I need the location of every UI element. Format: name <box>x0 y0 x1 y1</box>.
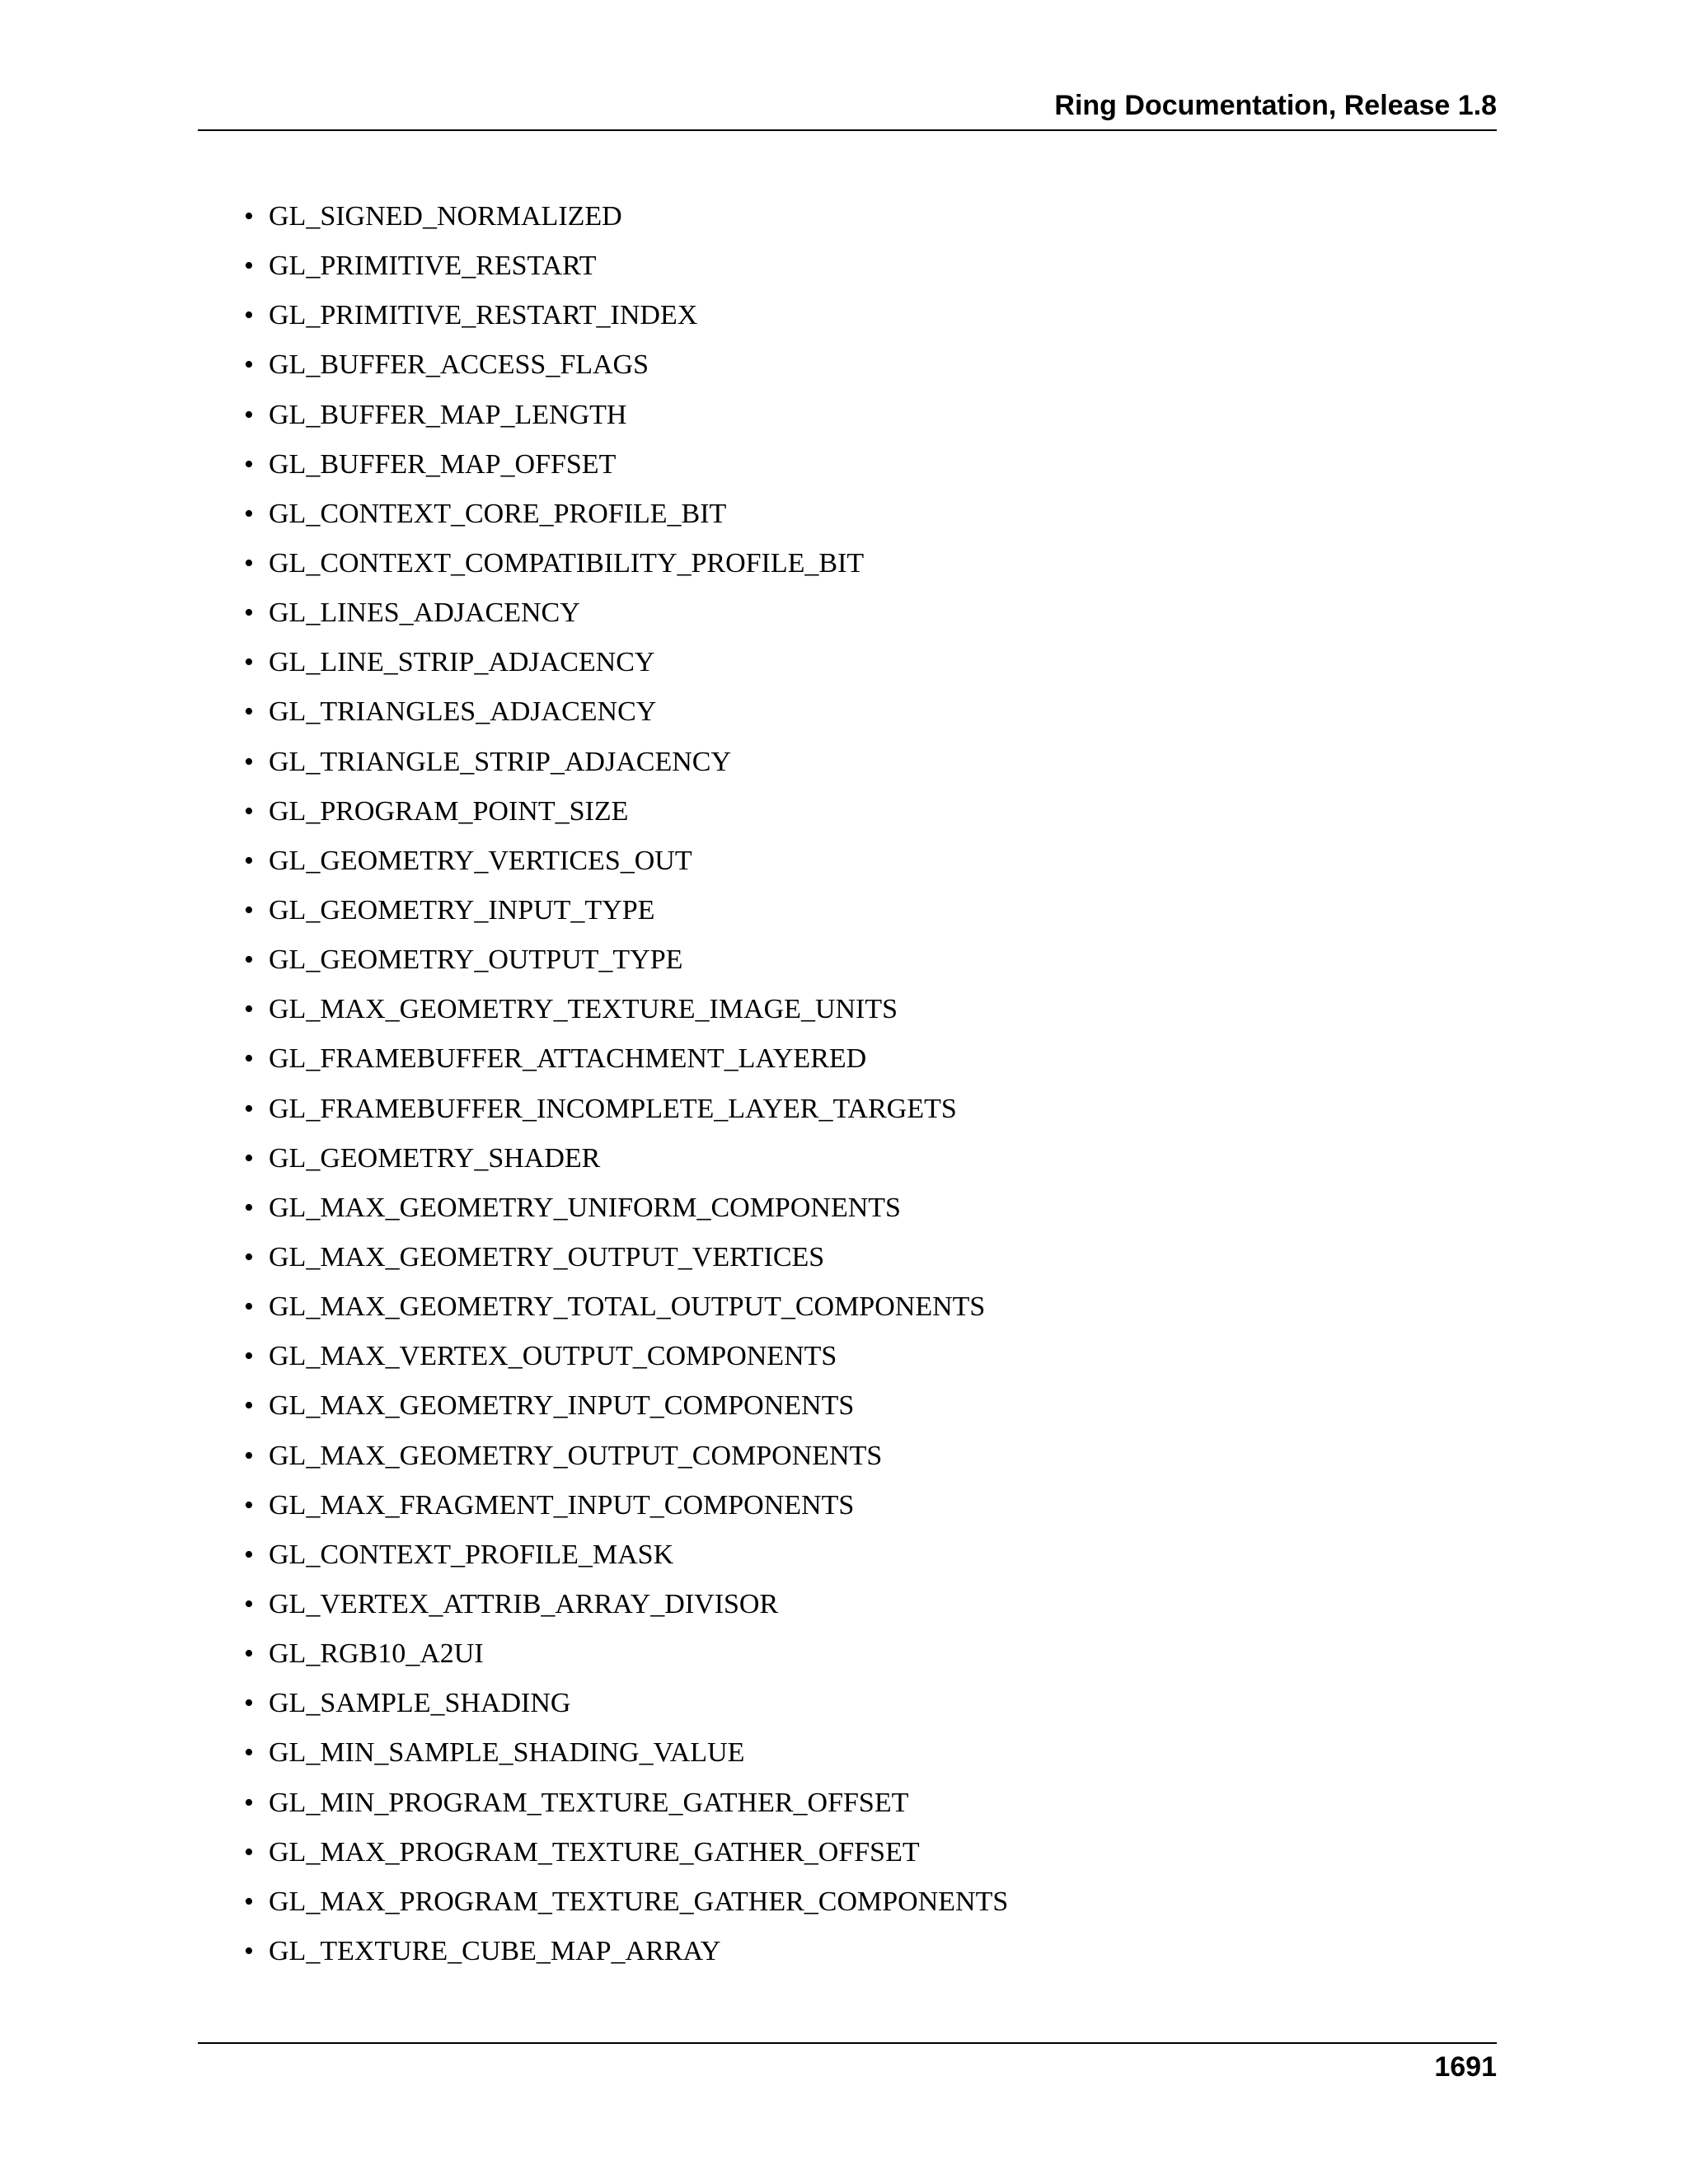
list-item <box>244 1732 1008 1781</box>
list-item-text: GL_TEXTURE_CUBE_MAP_ARRAY <box>269 1935 721 1966</box>
list-item <box>244 691 1008 740</box>
list-item-text: GL_TRIANGLES_ADJACENCY <box>269 696 657 728</box>
list-item-text: GL_GEOMETRY_OUTPUT_TYPE <box>269 944 683 976</box>
bullet-icon: • <box>244 498 254 529</box>
bullet-icon: • <box>244 1093 254 1124</box>
bullet-icon: • <box>244 647 254 678</box>
list-item-text: GL_MAX_GEOMETRY_OUTPUT_VERTICES <box>269 1241 825 1272</box>
bullet-icon: • <box>244 696 254 728</box>
bullet-icon: • <box>244 1787 254 1818</box>
bullet-icon: • <box>244 1935 254 1966</box>
list-item <box>244 889 1008 939</box>
bullet-icon: • <box>244 448 254 480</box>
list-item-text: GL_MAX_GEOMETRY_OUTPUT_COMPONENTS <box>269 1440 883 1471</box>
list-item-text: GL_BUFFER_MAP_OFFSET <box>269 448 617 480</box>
list-item <box>244 1831 1008 1881</box>
list-item <box>244 988 1008 1038</box>
list-item <box>244 592 1008 641</box>
list-item <box>244 1286 1008 1335</box>
bullet-icon: • <box>244 201 254 232</box>
list-item-text: GL_BUFFER_ACCESS_FLAGS <box>269 349 649 381</box>
list-item <box>244 1088 1008 1137</box>
list-item <box>244 840 1008 889</box>
list-item-text: GL_TRIANGLE_STRIP_ADJACENCY <box>269 746 731 777</box>
list-item-text: GL_LINES_ADJACENCY <box>269 598 580 629</box>
list-item-text: GL_MAX_FRAGMENT_INPUT_COMPONENTS <box>269 1489 855 1521</box>
list-item <box>244 443 1008 493</box>
list-item-text: GL_GEOMETRY_VERTICES_OUT <box>269 845 692 876</box>
bullet-icon: • <box>244 1241 254 1272</box>
list-item-text: GL_PRIMITIVE_RESTART_INDEX <box>269 300 698 331</box>
bullet-icon: • <box>244 1291 254 1323</box>
list-item <box>244 641 1008 691</box>
list-item <box>244 542 1008 592</box>
bullet-icon: • <box>244 1886 254 1917</box>
page-number: 1691 <box>1434 2051 1497 2083</box>
list-item <box>244 1484 1008 1534</box>
list-item-text: GL_LINE_STRIP_ADJACENCY <box>269 647 655 678</box>
bullet-icon: • <box>244 795 254 827</box>
list-item <box>244 493 1008 542</box>
list-item <box>244 245 1008 294</box>
header-divider <box>198 129 1497 131</box>
list-item <box>244 1782 1008 1831</box>
bullet-icon: • <box>244 746 254 777</box>
bullet-icon: • <box>244 1440 254 1471</box>
list-item-text: GL_PRIMITIVE_RESTART <box>269 251 597 282</box>
list-item <box>244 394 1008 443</box>
bullet-icon: • <box>244 1638 254 1670</box>
list-item <box>244 1633 1008 1682</box>
bullet-icon: • <box>244 994 254 1025</box>
list-item <box>244 1881 1008 1930</box>
bullet-icon: • <box>244 1836 254 1868</box>
bullet-icon: • <box>244 944 254 976</box>
list-item-text: GL_PROGRAM_POINT_SIZE <box>269 795 629 827</box>
list-item <box>244 1435 1008 1484</box>
list-item-text: GL_CONTEXT_CORE_PROFILE_BIT <box>269 498 727 529</box>
bullet-icon: • <box>244 399 254 430</box>
bullet-icon: • <box>244 349 254 381</box>
list-item-text: GL_MAX_GEOMETRY_TOTAL_OUTPUT_COMPONENTS <box>269 1291 986 1323</box>
list-item <box>244 1534 1008 1583</box>
bullet-icon: • <box>244 1142 254 1174</box>
bullet-icon: • <box>244 1390 254 1422</box>
list-item-text: GL_MIN_SAMPLE_SHADING_VALUE <box>269 1737 745 1769</box>
list-item-text: GL_CONTEXT_COMPATIBILITY_PROFILE_BIT <box>269 547 865 579</box>
list-item-text: GL_MAX_GEOMETRY_UNIFORM_COMPONENTS <box>269 1192 901 1223</box>
constant-list <box>244 195 1008 1980</box>
bullet-icon: • <box>244 1688 254 1719</box>
bullet-icon: • <box>244 547 254 579</box>
list-item <box>244 195 1008 245</box>
page-header-title: Ring Documentation, Release 1.8 <box>1054 90 1497 121</box>
footer-divider <box>198 2042 1497 2044</box>
list-item <box>244 741 1008 790</box>
list-item-text: GL_SAMPLE_SHADING <box>269 1688 571 1719</box>
bullet-icon: • <box>244 1588 254 1619</box>
list-item <box>244 1385 1008 1434</box>
bullet-icon: • <box>244 1539 254 1570</box>
bullet-icon: • <box>244 1737 254 1769</box>
list-item <box>244 1335 1008 1385</box>
list-item <box>244 294 1008 344</box>
list-item <box>244 1038 1008 1087</box>
bullet-icon: • <box>244 300 254 331</box>
list-item-text: GL_MIN_PROGRAM_TEXTURE_GATHER_OFFSET <box>269 1787 909 1818</box>
list-item-text: GL_GEOMETRY_SHADER <box>269 1142 601 1174</box>
list-item-text: GL_MAX_GEOMETRY_TEXTURE_IMAGE_UNITS <box>269 994 898 1025</box>
bullet-icon: • <box>244 1489 254 1521</box>
list-item-text: GL_MAX_VERTEX_OUTPUT_COMPONENTS <box>269 1341 837 1372</box>
list-item <box>244 1236 1008 1286</box>
list-item <box>244 1682 1008 1732</box>
bullet-icon: • <box>244 1341 254 1372</box>
list-item-text: GL_MAX_PROGRAM_TEXTURE_GATHER_OFFSET <box>269 1836 920 1868</box>
list-item-text: GL_MAX_PROGRAM_TEXTURE_GATHER_COMPONENTS <box>269 1886 1009 1917</box>
list-item-text: GL_MAX_GEOMETRY_INPUT_COMPONENTS <box>269 1390 855 1422</box>
list-item-text: GL_VERTEX_ATTRIB_ARRAY_DIVISOR <box>269 1588 779 1619</box>
bullet-icon: • <box>244 598 254 629</box>
list-item-text: GL_FRAMEBUFFER_INCOMPLETE_LAYER_TARGETS <box>269 1093 957 1124</box>
list-item <box>244 1137 1008 1187</box>
bullet-icon: • <box>244 1043 254 1075</box>
list-item-text: GL_RGB10_A2UI <box>269 1638 484 1670</box>
list-item <box>244 939 1008 988</box>
bullet-icon: • <box>244 1192 254 1223</box>
list-item-text: GL_CONTEXT_PROFILE_MASK <box>269 1539 674 1570</box>
list-item <box>244 1930 1008 1980</box>
list-item-text: GL_FRAMEBUFFER_ATTACHMENT_LAYERED <box>269 1043 867 1075</box>
list-item <box>244 790 1008 840</box>
list-item-text: GL_BUFFER_MAP_LENGTH <box>269 399 627 430</box>
list-item-text: GL_SIGNED_NORMALIZED <box>269 201 622 232</box>
bullet-icon: • <box>244 845 254 876</box>
list-item-text: GL_GEOMETRY_INPUT_TYPE <box>269 894 655 926</box>
bullet-icon: • <box>244 894 254 926</box>
bullet-icon: • <box>244 251 254 282</box>
list-item <box>244 1187 1008 1236</box>
list-item <box>244 344 1008 393</box>
list-item <box>244 1583 1008 1633</box>
